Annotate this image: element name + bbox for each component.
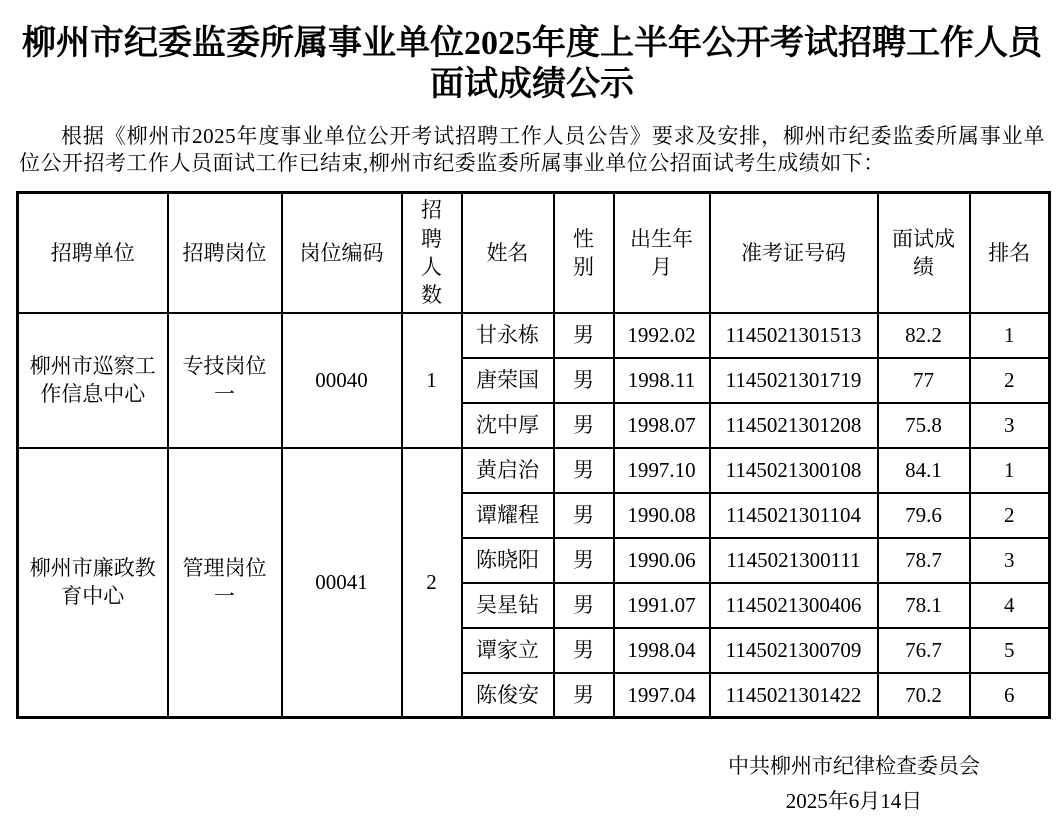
table-row (18, 448, 1050, 493)
post-cell: 专技岗位一 (168, 313, 282, 448)
ticket-cell: 1145021301719 (710, 358, 878, 403)
unit-cell: 柳州市廉政教育中心 (18, 448, 168, 718)
birth-cell: 1991.07 (614, 583, 710, 628)
gender-cell: 男 (554, 493, 614, 538)
name-cell: 甘永栋 (462, 313, 554, 358)
name-cell: 陈晓阳 (462, 538, 554, 583)
gender-cell: 男 (554, 628, 614, 673)
table-row (18, 313, 1050, 358)
gender-cell: 男 (554, 313, 614, 358)
name-cell: 沈中厚 (462, 403, 554, 448)
header-cell-count: 招聘人数 (402, 193, 462, 313)
header-cell-gender: 性别 (554, 193, 614, 313)
birth-cell: 1997.10 (614, 448, 710, 493)
birth-cell: 1997.04 (614, 673, 710, 718)
score-cell: 76.7 (878, 628, 970, 673)
gender-cell: 男 (554, 403, 614, 448)
header-cell-score: 面试成绩 (878, 193, 970, 313)
count-cell: 2 (402, 448, 462, 718)
score-cell: 84.1 (878, 448, 970, 493)
birth-cell: 1998.04 (614, 628, 710, 673)
table-header-row (18, 193, 1050, 313)
rank-cell: 5 (970, 628, 1050, 673)
score-cell: 82.2 (878, 313, 970, 358)
ticket-cell: 1145021301104 (710, 493, 878, 538)
birth-cell: 1990.06 (614, 538, 710, 583)
birth-cell: 1992.02 (614, 313, 710, 358)
ticket-cell: 1145021300406 (710, 583, 878, 628)
rank-cell: 1 (970, 313, 1050, 358)
rank-cell: 6 (970, 673, 1050, 718)
page-title-line-2: 面试成绩公示 (430, 65, 634, 103)
interview-results-table (16, 191, 1051, 719)
rank-cell: 3 (970, 538, 1050, 583)
score-cell: 78.1 (878, 583, 970, 628)
birth-cell: 1998.07 (614, 403, 710, 448)
rank-cell: 2 (970, 493, 1050, 538)
unit-cell: 柳州市巡察工作信息中心 (18, 313, 168, 448)
post-cell: 管理岗位一 (168, 448, 282, 718)
count-cell: 1 (402, 313, 462, 448)
rank-cell: 3 (970, 403, 1050, 448)
header-cell-birth: 出生年月 (614, 193, 710, 313)
gender-cell: 男 (554, 583, 614, 628)
rank-cell: 4 (970, 583, 1050, 628)
ticket-cell: 1145021301513 (710, 313, 878, 358)
code-cell: 00041 (282, 448, 402, 718)
birth-cell: 1990.08 (614, 493, 710, 538)
ticket-cell: 1145021300111 (710, 538, 878, 583)
signature-block (728, 749, 980, 818)
name-cell: 唐荣国 (462, 358, 554, 403)
gender-cell: 男 (554, 673, 614, 718)
ticket-cell: 1145021301422 (710, 673, 878, 718)
code-cell: 00040 (282, 313, 402, 448)
header-cell-ticket: 准考证号码 (710, 193, 878, 313)
gender-cell: 男 (554, 538, 614, 583)
score-cell: 77 (878, 358, 970, 403)
gender-cell: 男 (554, 358, 614, 403)
ticket-cell: 1145021300709 (710, 628, 878, 673)
intro-paragraph: 根据《柳州市2025年度事业单位公开考试招聘工作人员公告》要求及安排，柳州市纪委监委所属事业单位公开招考工作人员面试工作已结束,柳州市纪委监委所属事业单位公招面试考生成绩如下： (19, 123, 1045, 175)
name-cell: 黄启治 (462, 448, 554, 493)
header-cell-name: 姓名 (462, 193, 554, 313)
page-title-line-1: 柳州市纪委监委所属事业单位2025年度上半年公开考试招聘工作人员 (22, 25, 1042, 62)
name-cell: 谭耀程 (462, 493, 554, 538)
name-cell: 谭家立 (462, 628, 554, 673)
score-cell: 75.8 (878, 403, 970, 448)
page-title (18, 24, 1046, 106)
score-cell: 70.2 (878, 673, 970, 718)
ticket-cell: 1145021300108 (710, 448, 878, 493)
issuing-organization: 中共柳州市纪律检查委员会 (728, 754, 980, 779)
name-cell: 陈俊安 (462, 673, 554, 718)
rank-cell: 1 (970, 448, 1050, 493)
name-cell: 吴星钻 (462, 583, 554, 628)
score-cell: 79.6 (878, 493, 970, 538)
header-cell-unit: 招聘单位 (18, 193, 168, 313)
gender-cell: 男 (554, 448, 614, 493)
score-cell: 78.7 (878, 538, 970, 583)
rank-cell: 2 (970, 358, 1050, 403)
header-cell-rank: 排名 (970, 193, 1050, 313)
birth-cell: 1998.11 (614, 358, 710, 403)
ticket-cell: 1145021301208 (710, 403, 878, 448)
header-cell-post: 招聘岗位 (168, 193, 282, 313)
header-cell-code: 岗位编码 (282, 193, 402, 313)
issue-date: 2025年6月14日 (785, 788, 923, 813)
